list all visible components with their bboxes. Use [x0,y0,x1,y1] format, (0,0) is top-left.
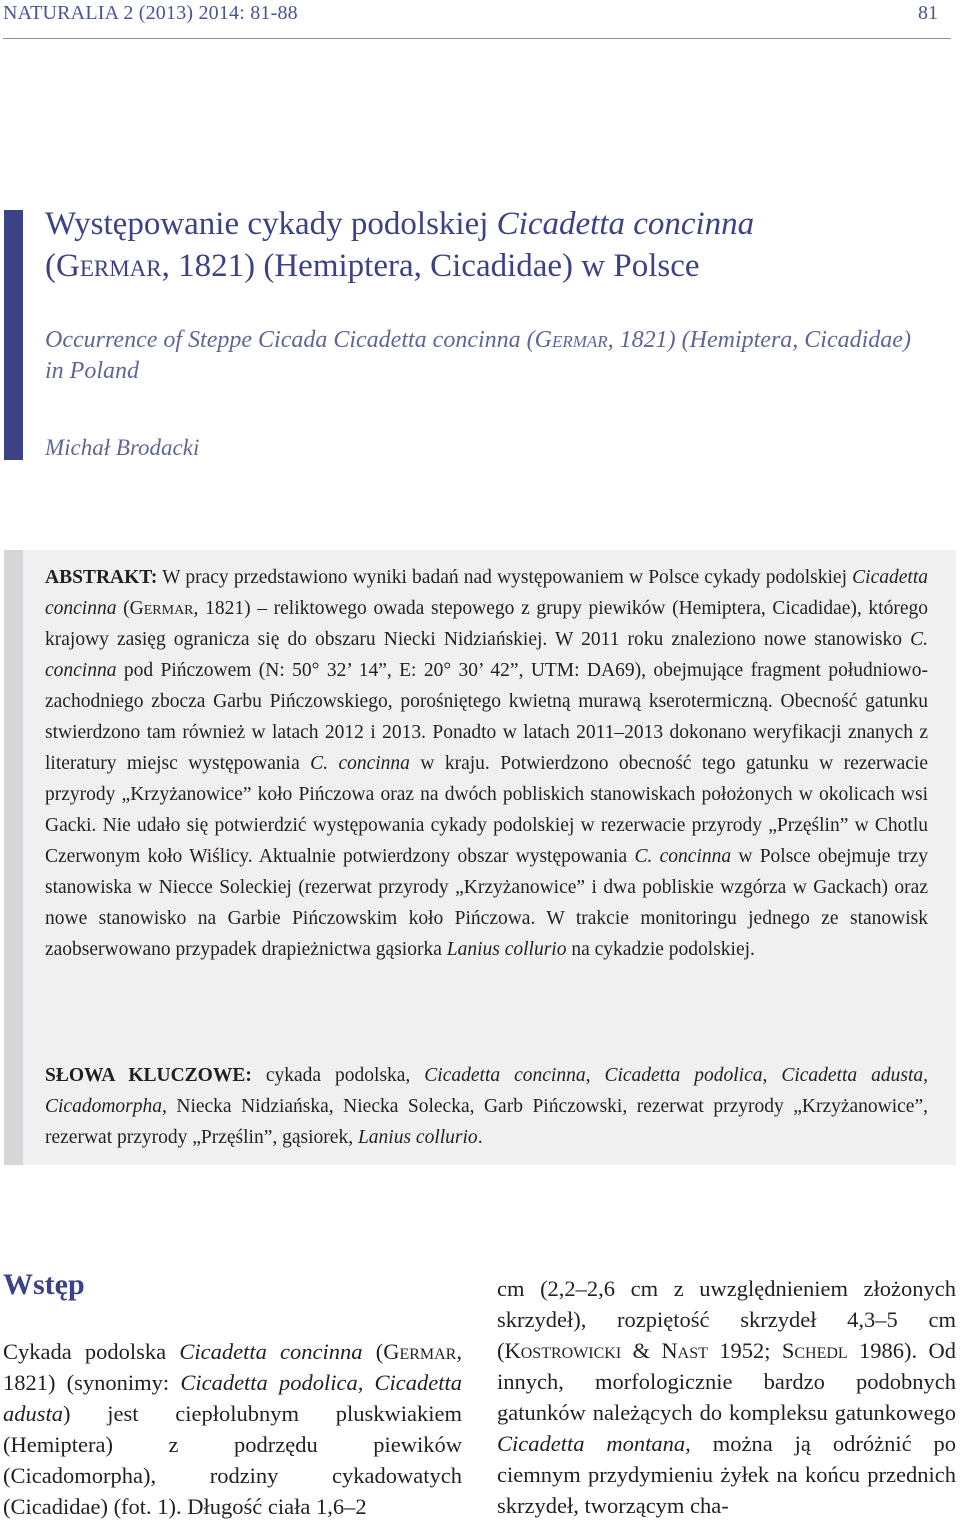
section-heading-intro: Wstęp [3,1268,85,1301]
abstract-text: , 1821) – reliktowego owada stepowego z grupy piewików (Hemiptera, Cicadidae), którego krajowy zasięg ogranicza się do obszaru Niecki Nidziańskiej. W 2011 roku znaleziono nowe stanowisko [45,598,928,650]
abstract-italic: C. concinna [45,629,928,681]
article-subtitle [45,325,925,387]
keywords [45,1060,928,1153]
abstract [45,562,928,965]
abstract-stripe [4,550,23,1165]
subtitle-author-name: Germar [534,327,608,353]
intro-italic: Cicadetta montana, [497,1431,691,1456]
intro-author-name: Schedl [781,1338,848,1363]
intro-text: Cykada podolska [3,1339,180,1364]
header-rule [3,38,951,39]
abstract-text: w kraju. Potwierdzono obecność tego gatunku w rezerwacie przyrody „Krzyżanowice” koło Pińczowa oraz na dwóch pobliskich stanowiskach położonych w okolicach wsi Gacki. Nie udało się potwierdzić występowania cykady podolskiej w rezerwacie przyrody „Przęślin” w Chotlu Czerwonym koło Wiślicy. Aktualnie potwierdzony obszar występowania [45,753,928,867]
intro-text: 1986). Od innych, morfologicznie bardzo podobnych gatunków należących do kompleksu gatunkowego [497,1338,956,1425]
abstract-author-name: Germar [129,598,194,619]
title-accent-bar [4,210,23,460]
keywords-text: , [923,1065,929,1086]
intro-text: 1952; [707,1338,782,1363]
keywords-italic: Cicadetta podolica [604,1065,763,1086]
page-number: 81 [918,2,938,24]
title-prefix: Występowanie cykady podolskiej [45,206,497,242]
intro-text: ( [362,1339,384,1364]
keywords-text: , [585,1065,605,1086]
abstract-italic: C. concinna [634,846,732,867]
abstract-text: na cykadzie podolskiej. [566,939,755,960]
keywords-text: , [762,1065,782,1086]
abstract-label: ABSTRAKT: [45,567,158,588]
keywords-italic: Lanius collurio [357,1127,478,1148]
intro-italic: Cicadetta podolica, Cicadetta adusta [3,1370,462,1426]
abstract-italic: Lanius collurio [446,939,567,960]
intro-italic: Cicadetta concinna [179,1339,363,1364]
intro-right-column [497,1273,956,1521]
title-suffix: , 1821) (Hemiptera, Cicadidae) w Polsce [161,248,700,284]
intro-author-name: Germar [383,1339,457,1364]
abstract-italic: Cicadetta concinna [45,567,928,619]
author-name: Michał Brodacki [45,435,200,460]
keywords-text: Niecka Nidziańska, Niecka Solecka, Garb Pińczowski, rezerwat przyrody „Krzyżanowice”, rezerwat przyrody „Przęślin”, gąsiorek, [45,1096,928,1148]
keywords-text: cykada podolska, [251,1065,425,1086]
intro-text: ) jest ciepłolubnym pluskwiakiem (Hemiptera) z podrzędu piewików (Cicadomorpha), rodziny cykadowatych (Cicadidae) (fot. 1). Długość ciała 1,6–2 [3,1401,462,1519]
subtitle-suffix: , 1821) (Hemiptera, Cicadidae) in Poland [45,327,911,384]
keywords-italic: Cicadomorpha, [45,1096,167,1117]
abstract-text: w Polsce obejmuje trzy stanowiska w Niecce Soleckiej (rezerwat przyrody „Krzyżanowice” i dwa pobliskie wzgórza w Gackach) oraz nowe stanowisko na Garbie Pińczowskim koło Pińczowa. W trakcie monitoringu jednego ze stanowisk zaobserwowano przypadek drapieżnictwa gąsiorka [45,846,929,960]
article-title [45,203,925,287]
abstract-text: W pracy przedstawiono wyniki badań nad występowaniem w Polsce cykady podolskiej [157,567,853,588]
intro-text: można ją odróżnić po ciemnym przydymieniu żyłek na końcu przednich skrzydeł, tworzącym cha- [497,1431,957,1518]
intro-left-column [3,1336,462,1522]
title-open-paren: ( [45,248,56,284]
title-species: Cicadetta concinna [496,206,755,242]
abstract-text: pod Pińczowem (N: 50° 32’ 14”, E: 20° 30’ 42”, UTM: DA69), obejmujące fragment południowo-zachodniego zbocza Garbu Pińczowskiego, porośniętego kwietną murawą kserotermiczną. Obecność gatunku stwierdzono tam również w latach 2012 i 2013. Ponadto w latach 2011–2013 dokonano weryfikacji znanych z literatury miejsc występowania [45,660,928,774]
intro-author-name: Kostrowicki & Nast [504,1338,708,1363]
subtitle-prefix: Occurrence of Steppe Cicada Cicadetta concinna ( [45,327,535,353]
keywords-label: SŁOWA KLUCZOWE: [45,1065,252,1086]
keywords-italic: Cicadetta adusta [781,1065,924,1086]
abstract-text: ( [116,598,130,619]
keywords-italic: Cicadetta concinna [424,1065,586,1086]
abstract-italic: C. concinna [310,753,410,774]
keywords-text: . [477,1127,483,1148]
intro-text: cm (2,2–2,6 cm z uwzględnieniem złożonych skrzydeł), rozpiętość skrzydeł 4,3–5 cm ( [497,1276,956,1363]
title-author-name: Germar [56,248,162,284]
journal-header: NATURALIA 2 (2013) 2014: 81-88 [3,2,298,24]
intro-text: , 1821) (synonimy: [3,1339,462,1395]
